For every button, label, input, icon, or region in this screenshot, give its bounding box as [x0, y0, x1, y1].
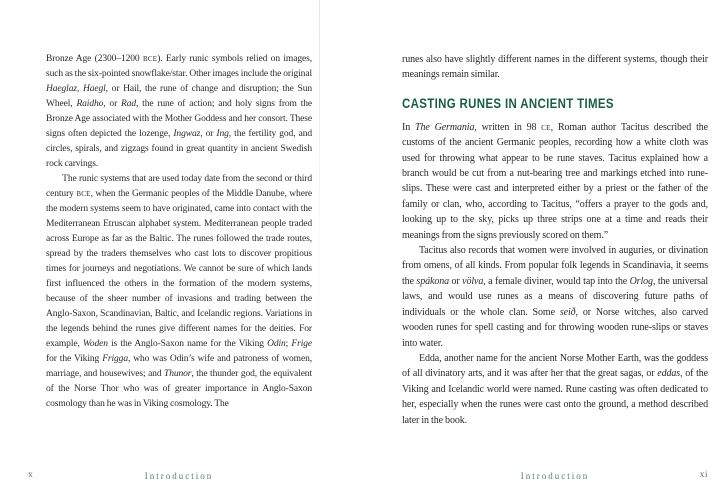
page-gutter-shadow [319, 0, 320, 390]
paragraph: Edda, another name for the ancient Norse Mother Earth, was the goddess of all divinatory arts, and it was after her that the great sagas, or eddas, of the Viking and Icelandic world were named. Rune casting was often dedicated to her, especially when the runes were cast onto the ground, a method described later in the book. [402, 352, 708, 426]
paragraph: The runic systems that are used today date from the second or third century bce, when the Germanic peoples of the Middle Danube, where the modern systems seem to have originated, came into contact with the Mediterranean Etruscan alphabet system. Mediterranean people traded across Europe as far as the Baltic. The runes followed the trade routes, spread by the traders themselves who cast lots to discover propitious times for journeys and negotiations. We cannot be sure of which lands first influenced the others in the formation of the modern systems, because of the sheer number of invasions and trading between the Anglo-Saxon, Scandinavian, Baltic, and Icelandic regions. Variations in the legends behind the runes give different names for the deities. For example, Woden is the Anglo-Saxon name for the Viking Odin; Frige for the Viking Frigga, who was Odin’s wife and patroness of women, marriage, and housewives; and Thunor, the thunder god, the equivalent of the Norse Thor who was of greater importance in Anglo-Saxon cosmology than he was in Viking cosmology. The [46, 174, 312, 409]
right-running-head: Introduction [520, 471, 590, 481]
right-page-body-text-before-heading [402, 52, 708, 83]
paragraph: Bronze Age (2300–1200 bce). Early runic symbols relied on images, such as the six-pointed snowflake/star. Other images include the original Haeglaz, Haegl, or Hail, the rune of change and disruption; the Sun Wheel, Raidho, or Rad, the rune of action; and holy signs from the Bronze Age associated with the Mother Goddess and her consort. These signs often depicted the lozenge, Ingwaz, or Ing, the fertility god, and circles, spirals, and zigzags found in great quantity in ancient Swedish rock carvings. [46, 54, 312, 169]
right-page [402, 52, 708, 464]
paragraph: In The Germania, written in 98 ce, Roman author Tacitus described the customs of the ancient Germanic peoples, recording how a white cloth was used for throwing what appear to be rune staves. Tacitus explained how a branch would be cut from a nut-bearing tree and markings etched into rune-slips. These were cast and interpreted either by a priest or the father of the family or clan, who, according to Tacitus, “offers a prayer to the gods and, looking up to the sky, picks up three strips one at a time and reads their meanings from the signs previously scored on them.” [402, 121, 708, 241]
left-page-number: x [28, 470, 34, 480]
left-page-body-text [46, 52, 312, 412]
paragraph: runes also have slightly different names in the different systems, though their meanings remain similar. [402, 54, 708, 81]
paragraph: Tacitus also records that women were involved in auguries, or divination from omens, of all kinds. From popular folk legends in Scandinavia, it seems the spákona or völva, a female diviner, would tap into the Orlog, the universal laws, and would use runes as a means of discovering future paths of individuals or the whole clan. Some seið, or Norse witches, also carved wooden runes for spell casting and for throwing wooden rune-slips or staves into water. [402, 245, 708, 349]
section-heading: CASTING RUNES IN ANCIENT TIMES [402, 95, 614, 111]
right-page-body-text-after-heading [402, 120, 708, 428]
left-page [46, 52, 312, 464]
right-page-number: xi [699, 470, 708, 480]
left-running-head: Introduction [144, 471, 214, 481]
